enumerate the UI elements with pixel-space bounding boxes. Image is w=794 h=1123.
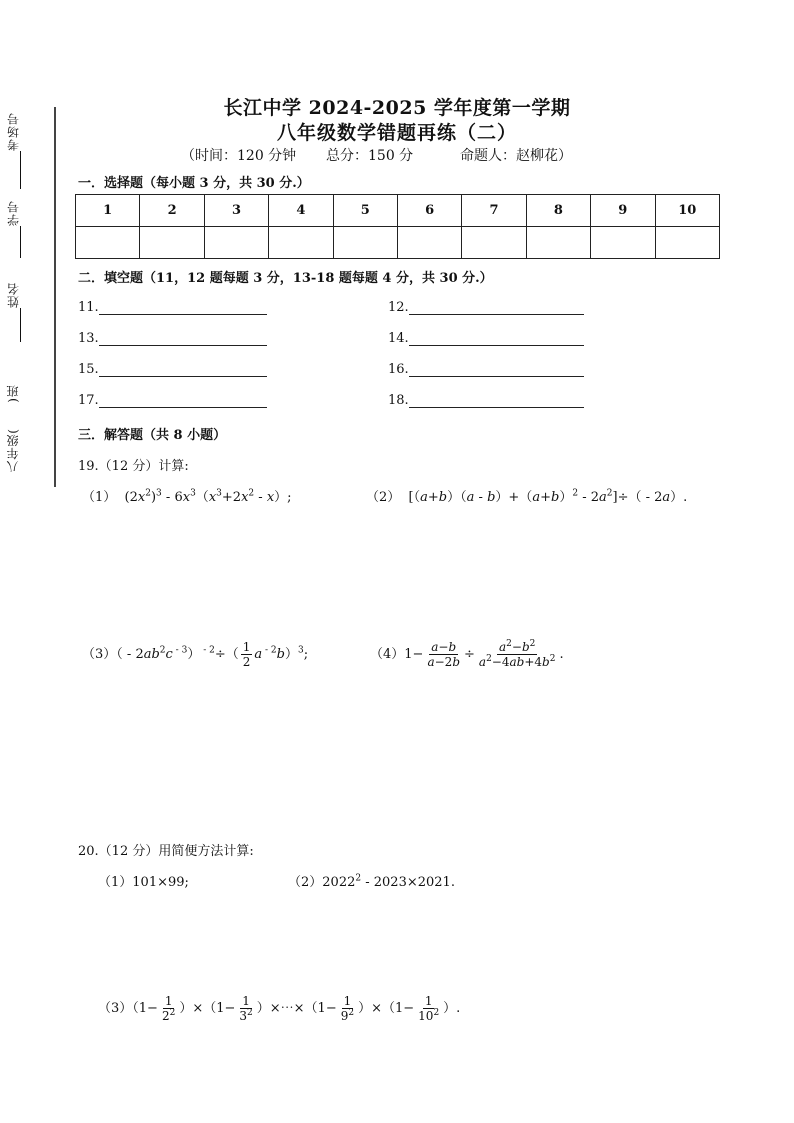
- answer-cell[interactable]: [140, 227, 204, 259]
- answer-col-4: 4: [269, 195, 333, 227]
- student-no-blank[interactable]: [6, 226, 21, 258]
- part-label: （3）: [82, 647, 117, 662]
- grade-label: 八年级(: [6, 428, 20, 473]
- answer-cell[interactable]: [655, 227, 719, 259]
- blank-number: 11.: [78, 300, 99, 315]
- part-label: （2）: [288, 875, 323, 890]
- fraction: $\frac{1}{2}$: [242, 640, 251, 669]
- name-field: [6, 282, 21, 342]
- blank-line[interactable]: [99, 302, 267, 315]
- fraction: $\frac{a^2-b^2}{a^2-4ab+4b^2}$: [478, 639, 556, 669]
- blank-11: [78, 300, 267, 315]
- answer-col-5: 5: [333, 195, 397, 227]
- section1-heading: 一．选择题（每小题 3 分，共 30 分.）: [78, 176, 310, 191]
- blank-line[interactable]: [99, 395, 267, 408]
- part-label: （1）: [82, 490, 117, 505]
- fraction: $\frac{1}{2^2}$: [161, 994, 176, 1023]
- class-field: [6, 384, 20, 403]
- blank-number: 15.: [78, 362, 99, 377]
- answer-cell[interactable]: [397, 227, 461, 259]
- blank-17: [78, 393, 267, 408]
- answer-cell[interactable]: [76, 227, 140, 259]
- exam-author: 命题人：赵柳花）: [460, 148, 572, 164]
- exam-room-label: 考场号: [6, 112, 21, 151]
- blank-18: [388, 393, 584, 408]
- answer-col-3: 3: [204, 195, 268, 227]
- fraction: $\frac{1}{3^2}$: [239, 994, 253, 1023]
- student-no-field: [6, 200, 21, 258]
- answer-table-answer-row: [76, 227, 720, 259]
- name-label: 姓名: [6, 282, 21, 308]
- part-label: （3）: [98, 1001, 133, 1016]
- blank-line[interactable]: [409, 302, 584, 315]
- exam-time: （时间：120 分钟: [181, 148, 297, 164]
- question-19-part-2: （2） $[(a+b)(a - b)+(a+b)^2 - 2a^2]\div( - 2a)$.: [366, 488, 688, 505]
- answer-col-9: 9: [591, 195, 655, 227]
- blank-line[interactable]: [99, 364, 267, 377]
- blank-line[interactable]: [409, 333, 584, 346]
- fraction: $\frac{1}{10^2}$: [418, 994, 440, 1023]
- answer-col-2: 2: [140, 195, 204, 227]
- answer-cell[interactable]: [204, 227, 268, 259]
- class-label: )班: [6, 384, 20, 403]
- question-19-part-3: $(3)( - 2ab^2c$ $^{- 3}$） $^{- 2}$÷（ $\frac{1}{2}$ a $^{- 2}$b）$^3$;: [82, 640, 309, 669]
- page-title: 长江中学 2024-2025 学年度第一学期: [223, 97, 571, 119]
- blank-number: 13.: [78, 331, 99, 346]
- blank-number: 12.: [388, 300, 409, 315]
- blank-number: 16.: [388, 362, 409, 377]
- page-subtitle: 八年级数学错题再练（二）: [276, 122, 517, 144]
- question-19-part-4: （4）1− $\frac{a-b}{a-2b}$ ÷ $\frac{a^2-b^2}{a^2-4ab+4b^2}$ .: [370, 639, 564, 669]
- binding-line: [54, 107, 56, 487]
- blank-12: [388, 300, 584, 315]
- answer-col-10: 10: [655, 195, 719, 227]
- blank-number: 18.: [388, 393, 409, 408]
- answer-col-1: 1: [76, 195, 140, 227]
- answer-cell[interactable]: [269, 227, 333, 259]
- question-20-part-1: （1）101×99;: [98, 875, 189, 890]
- answer-col-7: 7: [462, 195, 526, 227]
- part-label: （4）: [370, 647, 405, 662]
- blank-number: 14.: [388, 331, 409, 346]
- question-19-part-1: （1） $(2x^2)^3 - 6x^3(x^3+2x^2 - x)$;: [82, 488, 292, 505]
- answer-col-8: 8: [526, 195, 590, 227]
- answer-col-6: 6: [397, 195, 461, 227]
- answer-cell[interactable]: [333, 227, 397, 259]
- answer-cell[interactable]: [591, 227, 655, 259]
- fraction: $\frac{a-b}{a-2b}$: [427, 640, 460, 669]
- section2-heading: 二．填空题（11，12 题每题 3 分，13-18 题每题 4 分，共 30 分.）: [78, 271, 493, 286]
- blank-14: [388, 331, 584, 346]
- exam-total: 总分：150 分: [326, 148, 414, 164]
- blank-line[interactable]: [409, 395, 584, 408]
- blank-line[interactable]: [99, 333, 267, 346]
- fraction: $\frac{1}{9^2}$: [340, 994, 355, 1023]
- blank-number: 17.: [78, 393, 99, 408]
- exam-room-blank[interactable]: [6, 151, 21, 189]
- question-20-title: 20.（12 分）用简便方法计算:: [78, 844, 254, 859]
- student-no-label: 学号: [6, 200, 21, 226]
- grade-field: [6, 428, 20, 473]
- answer-table-header-row: [76, 195, 720, 227]
- blank-15: [78, 362, 267, 377]
- blank-13: [78, 331, 267, 346]
- name-blank[interactable]: [6, 308, 21, 342]
- question-19-title: 19.（12 分）计算:: [78, 459, 189, 474]
- section3-heading: 三．解答题（共 8 小题）: [78, 428, 227, 443]
- question-20-part-3: （3）（1− $\frac{1}{2^2}$ ）×（1− $\frac{1}{3^2}$ ）×⋯×（1− $\frac{1}{9^2}$ ）×（1− $\frac{1}{10^2}$ ）.: [98, 994, 461, 1023]
- answer-cell[interactable]: [526, 227, 590, 259]
- question-20-part-2: （2）2022$^2$ - 2023×2021.: [288, 873, 455, 890]
- part-label: （2）: [366, 490, 401, 505]
- blank-line[interactable]: [409, 364, 584, 377]
- blank-16: [388, 362, 584, 377]
- answer-cell[interactable]: [462, 227, 526, 259]
- answer-table: [75, 194, 720, 259]
